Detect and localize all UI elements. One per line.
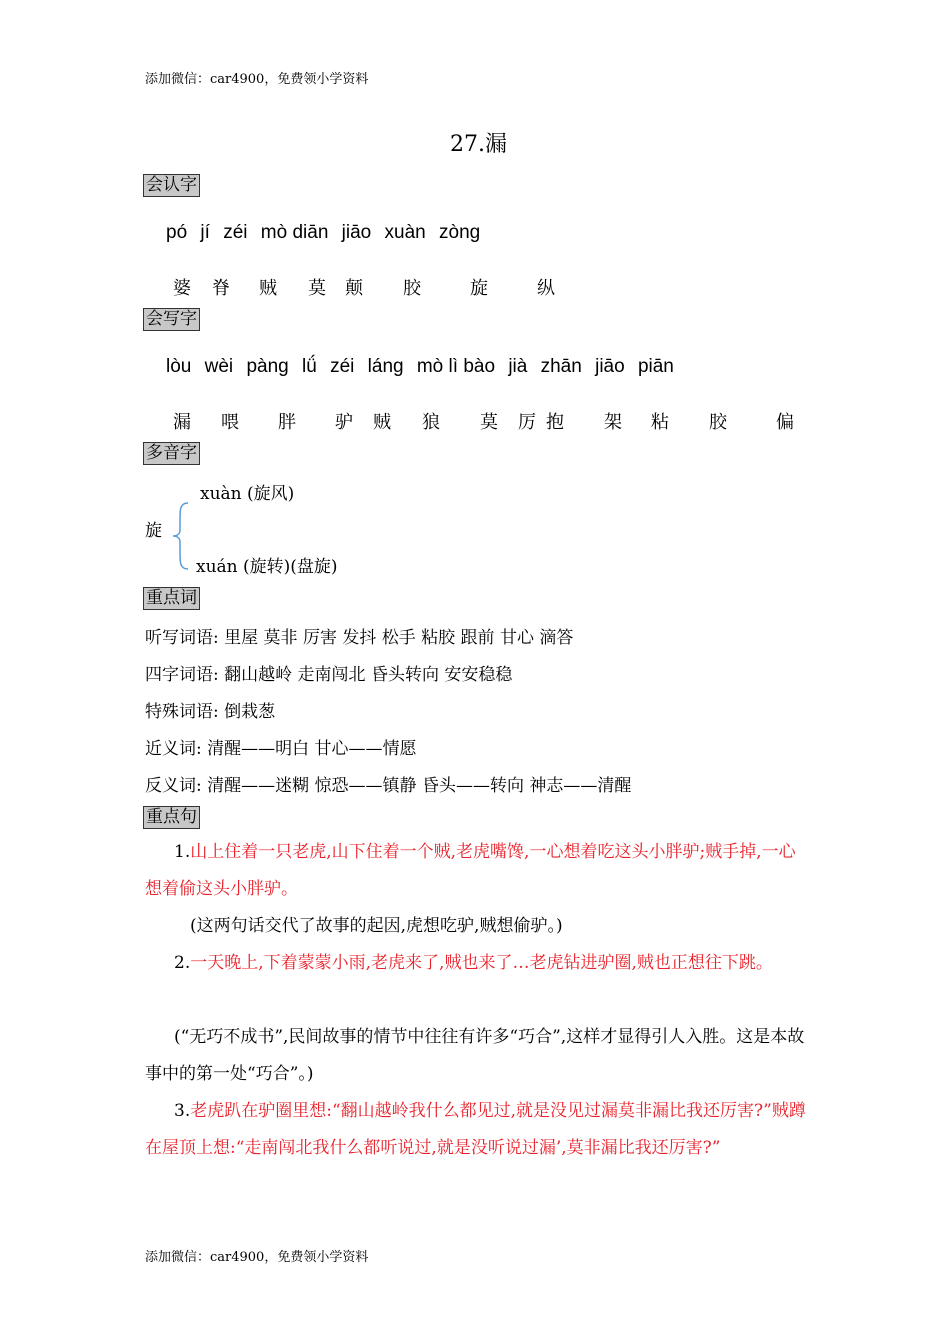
- pinyin: piān: [637, 356, 674, 377]
- hanzi: 厉: [518, 412, 536, 433]
- section-tag-polyphone: 多音字: [143, 442, 200, 465]
- page-title: 27.漏: [450, 132, 507, 157]
- polyphone-reading-2: xuán (旋转)(盘旋): [196, 557, 338, 577]
- footer-watermark: 添加微信：car4900，免费领小学资料: [145, 1250, 369, 1265]
- hanzi: 架: [604, 412, 622, 433]
- hanzi: 莫: [480, 412, 498, 433]
- special-words: 特殊词语: 倒栽葱: [145, 702, 276, 722]
- sentence-number: 2.: [174, 953, 191, 973]
- pinyin: zhān: [540, 356, 582, 377]
- brace-icon: [170, 502, 192, 570]
- section-tag-keywords: 重点词: [143, 587, 200, 610]
- sentence-text: 山上住着一只老虎,山下住着一个贼,老虎嘴馋,一心想着吃这头小胖驴;贼手掉,一心想着偷这头小胖驴。: [145, 842, 796, 899]
- pinyin: pàng: [246, 356, 289, 377]
- hanzi: 胶: [403, 278, 421, 299]
- hanzi: 脊: [212, 278, 230, 299]
- sentence-number: 1.: [174, 842, 191, 862]
- hanzi: 贼: [373, 412, 391, 433]
- pinyin: zòng: [439, 222, 481, 243]
- header-watermark: 添加微信：car4900，免费领小学资料: [145, 72, 369, 87]
- synonyms: 近义词: 清醒——明白 甘心——情愿: [145, 739, 417, 759]
- pinyin: wèi: [204, 356, 234, 377]
- pinyin: zéi: [223, 222, 248, 243]
- pinyin: lǘ: [302, 356, 317, 377]
- hanzi: 莫: [308, 278, 326, 299]
- hanzi: 偏: [776, 412, 794, 433]
- pinyin: diān: [292, 222, 329, 243]
- key-sentence-2-note: (“无巧不成书”,民间故事的情节中往往有许多“巧合”,这样才显得引人入胜。这是本故事中的第一处“巧合”。): [145, 1027, 805, 1084]
- dictation-words: 听写词语: 里屋 莫非 厉害 发抖 松手 粘胶 跟前 甘心 滴答: [145, 628, 574, 648]
- hanzi: 喂: [221, 412, 239, 433]
- hanzi: 漏: [173, 412, 191, 433]
- pinyin: lì: [448, 356, 459, 377]
- pinyin: jià: [508, 356, 528, 377]
- hanzi: 胶: [709, 412, 727, 433]
- pinyin: mò: [416, 356, 444, 377]
- pinyin: pó: [166, 222, 188, 243]
- polyphone-reading-1: xuàn (旋风): [200, 484, 295, 504]
- write-pinyin-row: [166, 356, 674, 378]
- key-sentence-1-note: (这两句话交代了故事的起因,虎想吃驴,贼想偷驴。): [190, 916, 563, 936]
- hanzi: 颠: [345, 278, 363, 299]
- pinyin: jí: [200, 222, 210, 243]
- key-sentence-1: [145, 834, 807, 908]
- pinyin: zéi: [330, 356, 355, 377]
- key-sentence-3: [145, 1093, 807, 1167]
- read-pinyin-row: [166, 222, 480, 244]
- hanzi: 抱: [546, 412, 564, 433]
- pinyin: lòu: [166, 356, 192, 377]
- pinyin: láng: [367, 356, 404, 377]
- pinyin: jiāo: [341, 222, 372, 243]
- hanzi: 狼: [422, 412, 440, 433]
- hanzi: 胖: [278, 412, 296, 433]
- hanzi: 驴: [335, 412, 353, 433]
- hanzi: 旋: [470, 278, 488, 299]
- pinyin: xuàn: [384, 222, 426, 243]
- pinyin: mò: [260, 222, 288, 243]
- antonyms: 反义词: 清醒——迷糊 惊恐——镇静 昏头——转向 神志——清醒: [145, 776, 632, 796]
- pinyin: jiāo: [595, 356, 625, 377]
- sentence-text: 老虎趴在驴圈里想:“翻山越岭我什么都见过,就是没见过漏莫非漏比我还厉害?”贼蹲在屋顶上想:“走南闯北我什么都听说过,就是没听说过漏’,莫非漏比我还厉害?”: [145, 1101, 806, 1158]
- four-char-words: 四字词语: 翻山越岭 走南闯北 昏头转向 安安稳稳: [145, 665, 513, 685]
- polyphone-char: 旋: [145, 521, 162, 541]
- sentence-text: 一天晚上,下着蒙蒙小雨,老虎来了,贼也来了…老虎钻进驴圈,贼也正想往下跳。: [190, 953, 773, 973]
- hanzi: 婆: [173, 278, 191, 299]
- hanzi: 粘: [651, 412, 669, 433]
- key-sentence-2: [145, 945, 807, 982]
- section-tag-read: 会认字: [143, 174, 200, 197]
- sentence-number: 3.: [174, 1101, 191, 1121]
- section-tag-key-sentences: 重点句: [143, 806, 200, 829]
- pinyin: bào: [463, 356, 496, 377]
- hanzi: 纵: [537, 278, 555, 299]
- section-tag-write: 会写字: [143, 308, 200, 331]
- hanzi: 贼: [259, 278, 277, 299]
